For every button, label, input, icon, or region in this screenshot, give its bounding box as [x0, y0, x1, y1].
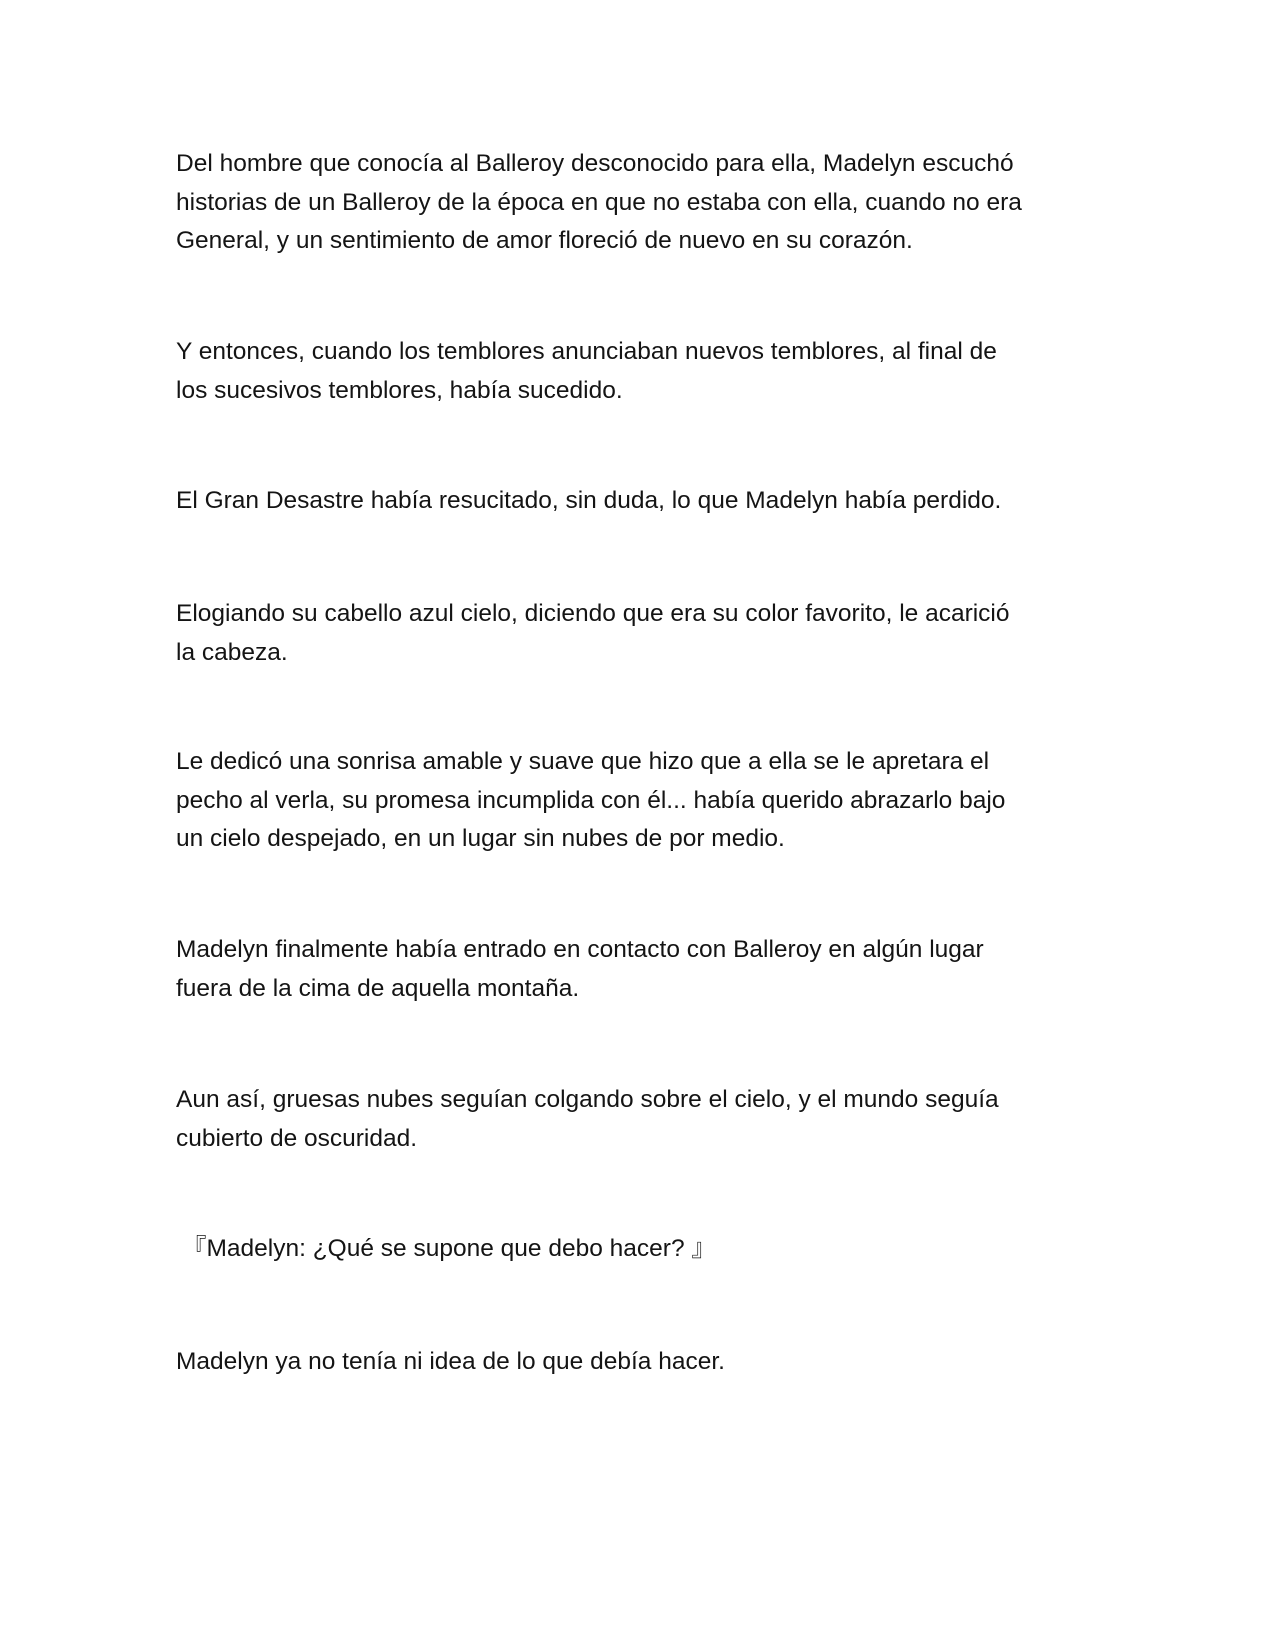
paragraph: Madelyn ya no tenía ni idea de lo que debía hacer. [176, 1348, 725, 1375]
paragraph: Aun así, gruesas nubes seguían colgando sobre el cielo, y el mundo seguía cubierto de oscuridad. [176, 1086, 999, 1152]
paragraph: Elogiando su cabello azul cielo, diciendo que era su color favorito, le acarició la cabeza. [176, 600, 1010, 666]
paragraph: Del hombre que conocía al Balleroy desconocido para ella, Madelyn escuchó historias de un Balleroy de la época en que no estaba con ella, cuando no era General, y un sentimiento de amor floreció de nuevo en su corazón. [176, 150, 1022, 254]
paragraph: Madelyn finalmente había entrado en contacto con Balleroy en algún lugar fuera de la cima de aquella montaña. [176, 936, 984, 1002]
paragraph: Y entonces, cuando los temblores anunciaban nuevos temblores, al final de los sucesivos temblores, había sucedido. [176, 338, 997, 404]
dialogue-line: 『Madelyn: ¿Qué se supone que debo hacer? 』 [182, 1235, 716, 1262]
paragraph: El Gran Desastre había resucitado, sin duda, lo que Madelyn había perdido. [176, 487, 1002, 514]
paragraph: Le dedicó una sonrisa amable y suave que hizo que a ella se le apretara el pecho al verla, su promesa incumplida con él... había querido abrazarlo bajo un cielo despejado, en un lugar sin nubes de por medio. [176, 748, 1006, 852]
